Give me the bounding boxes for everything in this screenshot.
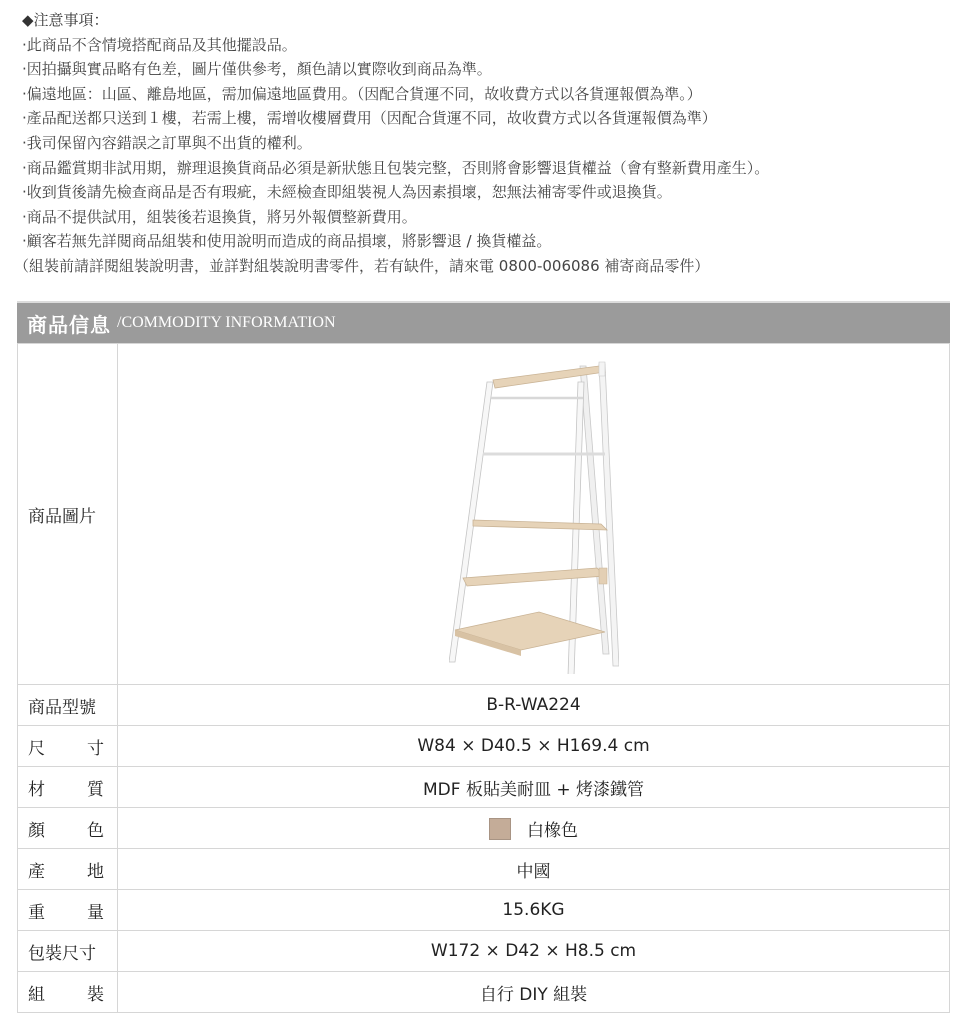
material-value: MDF 板貼美耐皿 + 烤漆鐵管 xyxy=(118,767,950,808)
color-value: 白橡色 xyxy=(527,820,578,841)
table-row xyxy=(18,931,950,972)
notice-item: ‧因拍攝與實品略有色差，圖片僅供參考，顏色請以實際收到商品為準。 xyxy=(22,60,492,79)
product-image-cell xyxy=(118,344,950,685)
table-row xyxy=(18,890,950,931)
notice-section xyxy=(14,8,947,279)
notice-item: ‧收到貨後請先檢查商品是否有瑕疵，未經檢查即組裝視人為因素損壞，恕無法補寄零件或退換貨。 xyxy=(22,183,672,202)
notice-item: ‧商品不提供試用，組裝後若退換貨，將另外報價整新費用。 xyxy=(22,207,417,226)
notice-item: ‧偏遠地區：山區、離島地區，需加偏遠地區費用。（因配合貨運不同，故收費方式以各貨運報價為準。） xyxy=(22,84,702,103)
package-label: 包裝尺寸 xyxy=(18,931,118,972)
size-label: 尺 寸 xyxy=(18,726,118,767)
table-row xyxy=(18,972,950,1013)
commodity-title-zh: 商品信息 xyxy=(27,312,111,337)
assembly-value: 自行 DIY 組裝 xyxy=(118,972,950,1013)
assembly-label: 組 裝 xyxy=(18,972,118,1013)
commodity-title-en: /COMMODITY INFORMATION xyxy=(117,314,336,331)
color-swatch xyxy=(489,818,511,840)
color-label: 顏 色 xyxy=(18,808,118,849)
table-row xyxy=(18,685,950,726)
origin-label: 產 地 xyxy=(18,849,118,890)
commodity-info-section xyxy=(17,301,950,1013)
table-row xyxy=(18,344,950,685)
color-value-cell xyxy=(118,808,950,849)
origin-value: 中國 xyxy=(118,849,950,890)
package-value: W172 × D42 × H8.5 cm xyxy=(118,931,950,972)
notice-item: ‧顧客若無先詳閱商品組裝和使用說明而造成的商品損壞，將影響退 / 換貨權益。 xyxy=(22,232,552,251)
table-row xyxy=(18,808,950,849)
material-label: 材 質 xyxy=(18,767,118,808)
model-label: 商品型號 xyxy=(18,685,118,726)
weight-label: 重 量 xyxy=(18,890,118,931)
table-row xyxy=(18,767,950,808)
product-shelf-image xyxy=(449,354,619,674)
notice-item: ‧我司保留內容錯誤之訂單與不出貨的權利。 xyxy=(22,133,312,152)
notice-item: ‧此商品不含情境搭配商品及其他擺設品。 xyxy=(22,35,297,54)
size-value: W84 × D40.5 × H169.4 cm xyxy=(118,726,950,767)
model-value: B-R-WA224 xyxy=(118,685,950,726)
notice-title: ◆注意事項： xyxy=(22,11,109,29)
notice-item: ‧商品鑑賞期非試用期，辦理退換貨商品必須是新狀態且包裝完整，否則將會影響退貨權益（會有整新費用產生）。 xyxy=(22,158,770,177)
table-row xyxy=(18,849,950,890)
notice-footer: （組裝前請詳閱組裝說明書，並詳對組裝說明書零件，若有缺件，請來電 0800-006086 補寄商品零件） xyxy=(14,256,710,275)
table-row xyxy=(18,726,950,767)
image-label: 商品圖片 xyxy=(18,344,118,685)
commodity-header xyxy=(17,301,950,343)
notice-item: ‧產品配送都只送到１樓，若需上樓，需增收樓層費用（因配合貨運不同，故收費方式以各貨運報價為準） xyxy=(22,109,717,128)
weight-value: 15.6KG xyxy=(118,890,950,931)
spec-table xyxy=(17,343,950,1013)
